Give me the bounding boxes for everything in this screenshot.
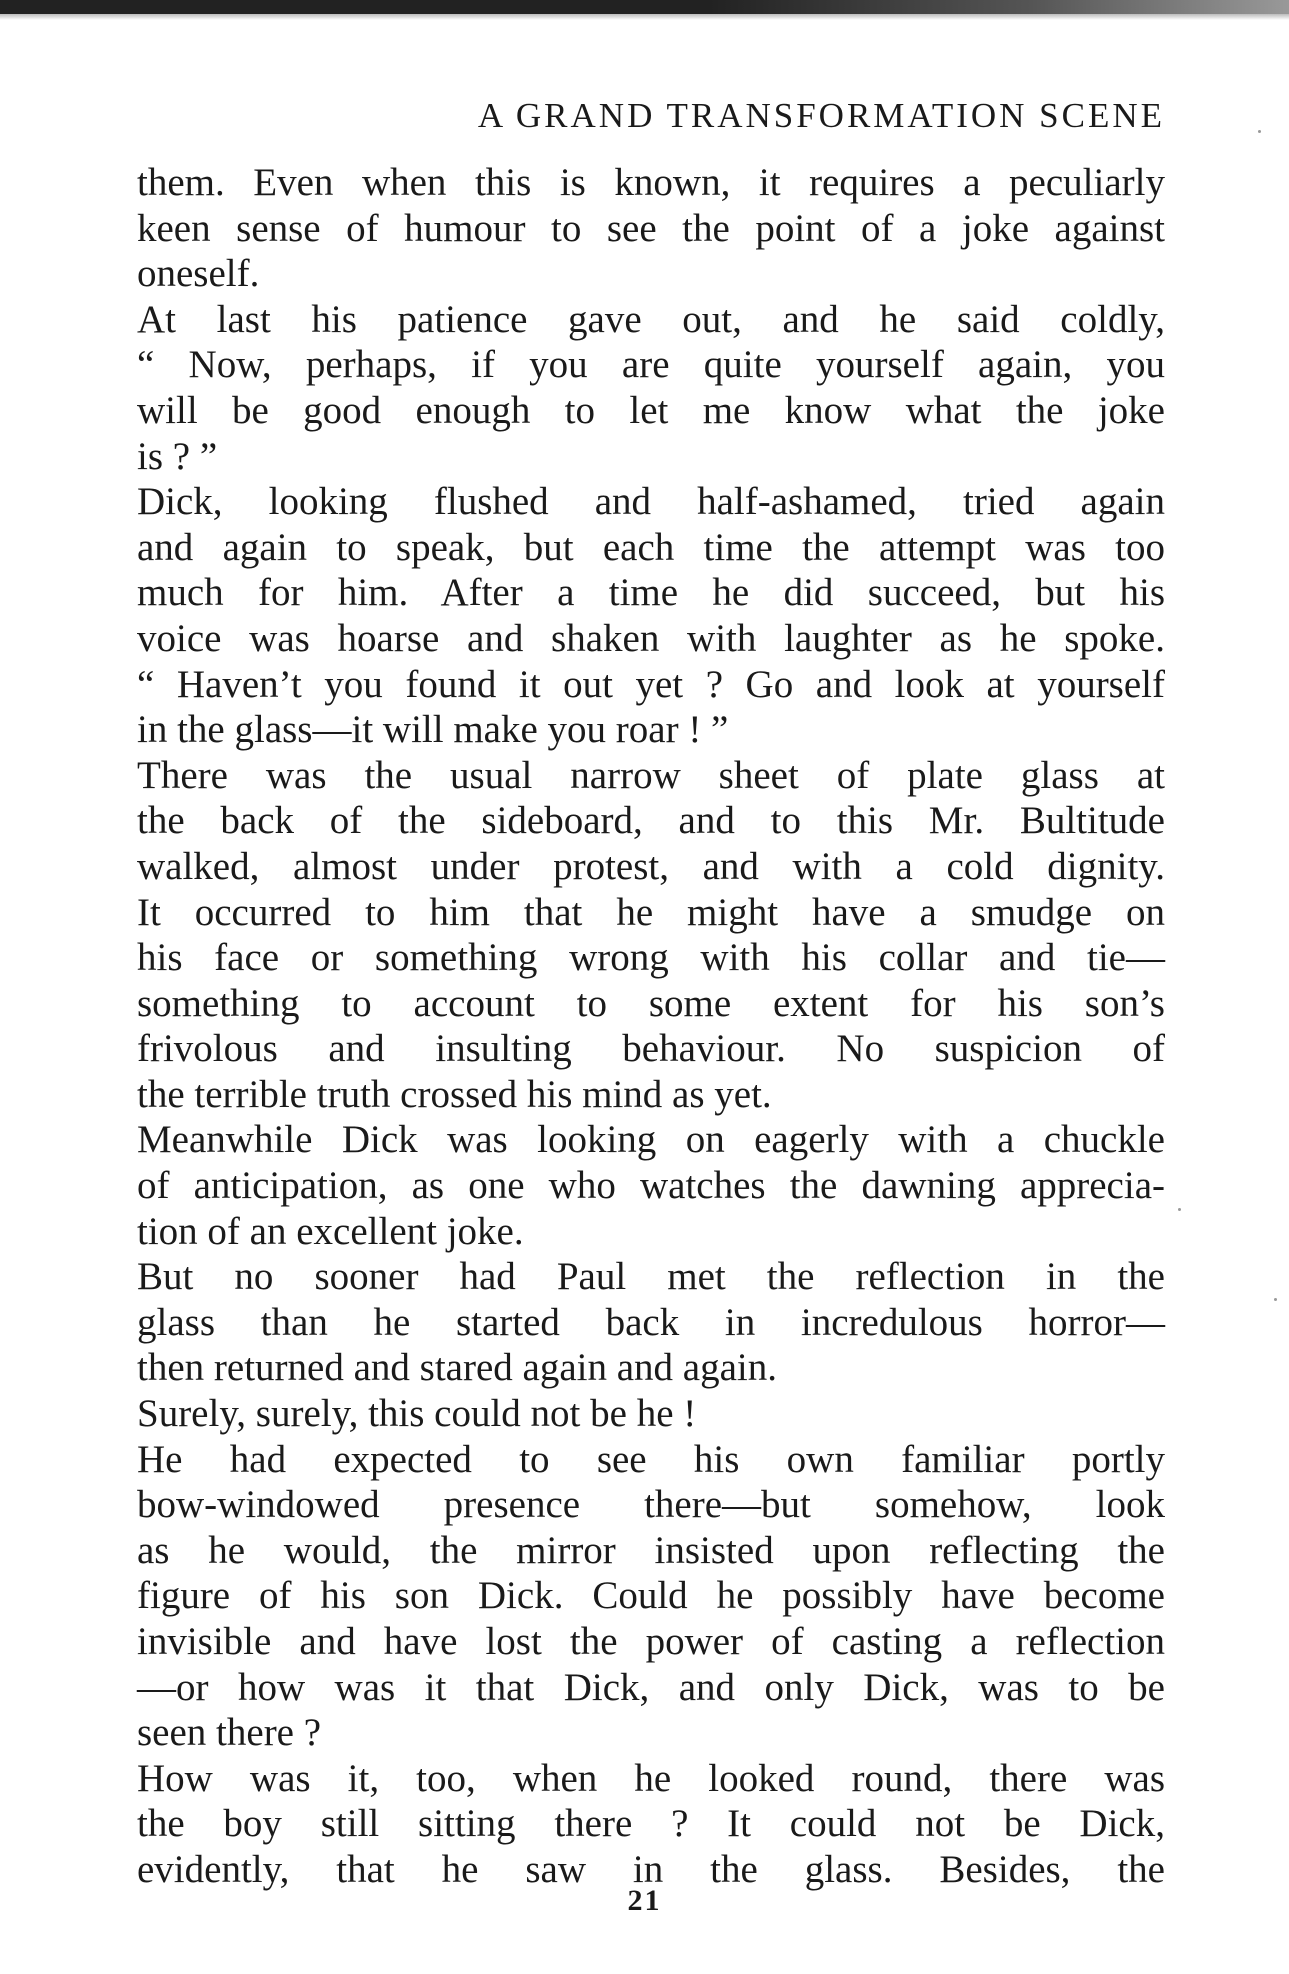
text-line: seen there ?: [137, 1711, 322, 1755]
text-line: walked, almost under protest, and with a cold dignity.: [137, 844, 1165, 888]
text-line: Surely, surely, this could not be he !: [137, 1392, 697, 1436]
top-edge-shadow: [0, 14, 1289, 20]
text-line: is ? ”: [137, 434, 218, 478]
text-line: It occurred to him that he might have a smudge on: [137, 890, 1165, 934]
page-number: 21: [627, 1884, 662, 1917]
text-line: Dick, looking flushed and half-ashamed, tried again: [137, 480, 1165, 524]
text-line: frivolous and insulting behaviour. No suspicion of: [137, 1027, 1165, 1071]
text-line: much for him. After a time he did succeed, but his: [137, 571, 1165, 615]
paper-speck: [1274, 1298, 1277, 1301]
text-line: How was it, too, when he looked round, there was: [137, 1756, 1165, 1800]
text-line: keen sense of humour to see the point of a joke against: [137, 206, 1165, 250]
paper-speck: [1178, 1208, 1181, 1211]
text-line: then returned and stared again and again.: [137, 1346, 777, 1390]
text-line: “ Now, perhaps, if you are quite yourself again, you: [137, 343, 1165, 387]
text-line: and again to speak, but each time the attempt was too: [137, 525, 1165, 569]
text-line: voice was hoarse and shaken with laughter as he spoke.: [137, 616, 1165, 660]
text-line: tion of an excellent joke.: [137, 1209, 524, 1253]
text-line: oneself.: [137, 252, 260, 296]
text-line: the terrible truth crossed his mind as yet.: [137, 1072, 772, 1116]
text-line: He had expected to see his own familiar portly: [137, 1437, 1165, 1481]
text-line: his face or something wrong with his collar and tie—: [137, 936, 1165, 980]
text-line: invisible and have lost the power of casting a reflection: [137, 1620, 1165, 1663]
running-head: A GRAND TRANSFORMATION SCENE: [477, 96, 1165, 135]
text-line: the boy still sitting there ? It could not be Dick,: [137, 1802, 1165, 1846]
text-line: “ Haven’t you found it out yet ? Go and look at yourself: [137, 662, 1165, 706]
text-line: the back of the sideboard, and to this Mr. Bultitude: [137, 799, 1165, 843]
text-line: in the glass—it will make you roar ! ”: [137, 708, 729, 752]
text-line: evidently, that he saw in the glass. Besides, the: [137, 1847, 1165, 1891]
text-line: will be good enough to let me know what the joke: [137, 388, 1165, 432]
text-line: —or how was it that Dick, and only Dick, was to be: [137, 1665, 1165, 1709]
text-line: figure of his son Dick. Could he possibly have become: [137, 1574, 1165, 1618]
body-text: [137, 160, 1165, 1893]
text-line: them. Even when this is known, it requires a peculiarly: [137, 161, 1165, 204]
text-line: something to account to some extent for his son’s: [137, 981, 1165, 1025]
text-line: glass than he started back in incredulous horror—: [137, 1300, 1165, 1344]
text-line: of anticipation, as one who watches the dawning apprecia-: [137, 1164, 1165, 1208]
top-edge-rule: [0, 0, 1289, 14]
text-line: There was the usual narrow sheet of plate glass at: [137, 753, 1165, 797]
text-line: Meanwhile Dick was looking on eagerly with a chuckle: [137, 1118, 1165, 1162]
text-line: But no sooner had Paul met the reflection in the: [137, 1255, 1165, 1299]
paper-speck: [1258, 130, 1261, 133]
text-line: as he would, the mirror insisted upon reflecting the: [137, 1528, 1165, 1572]
text-line: bow-windowed presence there—but somehow, look: [137, 1483, 1165, 1527]
text-line: At last his patience gave out, and he said coldly,: [137, 297, 1165, 341]
